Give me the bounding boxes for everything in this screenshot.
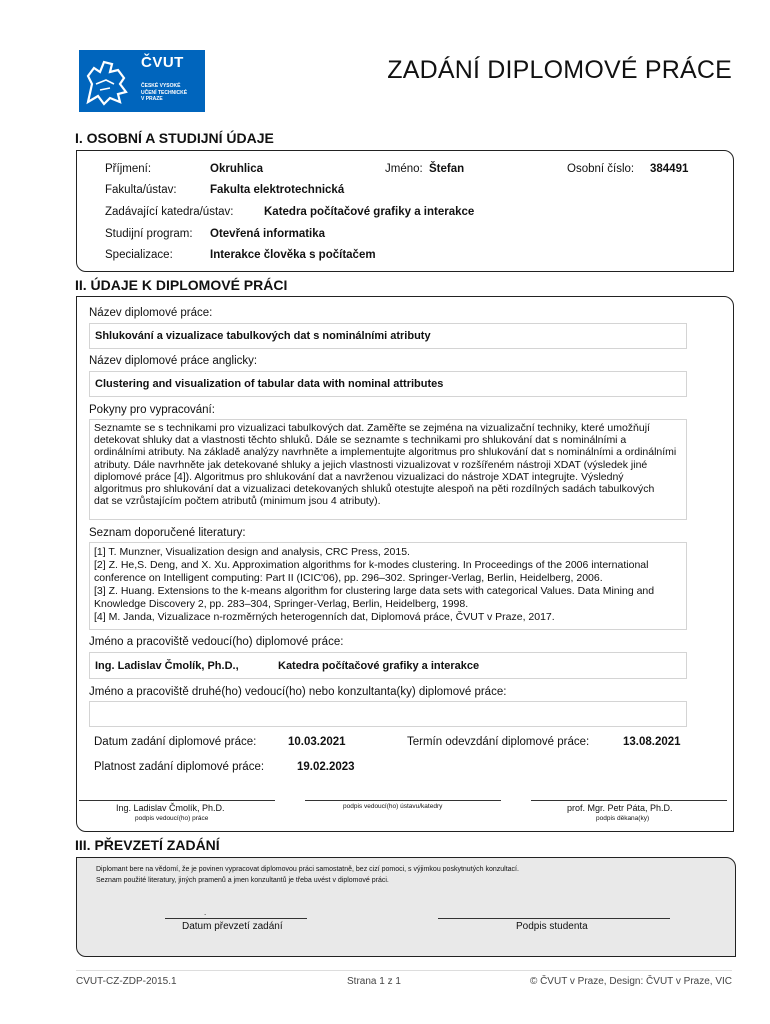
student-signature-line — [438, 918, 670, 919]
sig1-role: podpis vedoucí(ho) práce — [135, 815, 209, 822]
date-received-label: Datum převzetí zadání — [182, 921, 283, 932]
spec-value: Interakce člověka s počítačem — [210, 249, 376, 261]
surname-value: Okruhlica — [210, 163, 264, 175]
validity-label: Platnost zadání diplomové práce: — [94, 761, 265, 773]
title-cz-field — [89, 323, 687, 349]
student-signature-label: Podpis studenta — [516, 921, 588, 932]
spec-label: Specializace: — [105, 249, 173, 261]
footer-page: Strana 1 z 1 — [347, 976, 401, 987]
literature-field — [89, 542, 687, 630]
title-cz-value: Shlukování a vizualizace tabulkových dat s nominálními atributy — [95, 330, 431, 342]
footer-divider — [76, 970, 732, 971]
sig3-name: prof. Mgr. Petr Páta, Ph.D. — [567, 803, 673, 813]
cvut-logo — [79, 50, 205, 112]
literature-text: [1] T. Munzner, Visualization design and analysis, CRC Press, 2015. [2] Z. He,S. Deng, and X. Xu. Approximation algorithms for k-modes clustering. In Proceedings of the 2006 international conference on Intelligent computing: Part II (ICIC'06), pp. 296–302. Springer-Verlag, Berlin, Heidelberg, 2006. [3] Z. Huang. Extensions to the k-means algorithm for clustering large data sets with categorical Values. Data Mining and Knowledge Discovery 2, pp. 283–304, Springer-Verlag, Berlin, Heidelberg, 1998. [4] M. Janda, Vizualizace n-rozměrných heterogenních dat, Diplomová práce, ČVUT v Praze, 2017. — [94, 546, 655, 623]
second-supervisor-field — [89, 701, 687, 727]
title-cz-label: Název diplomové práce: — [89, 307, 213, 319]
id-value: 384491 — [650, 163, 689, 175]
title-en-value: Clustering and visualization of tabular data with nominal attributes — [95, 378, 444, 390]
surname-label: Příjmení: — [105, 163, 152, 175]
sig3-role: podpis děkana(ky) — [596, 815, 650, 822]
signature-line-dean — [531, 800, 727, 801]
deadline-label: Termín odevzdání diplomové práce: — [407, 736, 590, 748]
footer-copyright: © ČVUT v Praze, Design: ČVUT v Praze, VIC — [529, 976, 732, 987]
section3-text1: Diplomant bere na vědomí, že je povinen vypracovat diplomovou práci samostatně, bez cizí pomoci, s výjimkou poskytnutých konzultací. — [96, 866, 519, 873]
supervisor-field — [89, 652, 687, 679]
date-line — [165, 918, 307, 919]
date-dot: . — [204, 908, 207, 917]
logo-subtitle: ČESKÉ VYSOKÉ UČENÍ TECHNICKÉ V PRAZE — [141, 83, 188, 102]
firstname-value: Štefan — [429, 163, 465, 175]
instructions-label: Pokyny pro vypracování: — [89, 404, 215, 416]
title-en-field — [89, 371, 687, 397]
instructions-text: Seznamte se s technikami pro vizualizaci tabulkových dat. Zaměřte se zejména na vizualizační techniky, které umožňují detekovat shluky dat a vlastnosti těchto shluků. Dále se seznamte s technikami pro shlukování dat s nominálními a ordinálními atributy. Na základě analýzy navrhněte a implementujte algoritmus pro shlukování dat s nominálními a ordinálními atributy. Dále navrhněte jak detekované shluky a jejich vlastnosti vizualizovat v rozšířeném nástroji XDAT (výsledek jiné diplomové práce [4]). Algoritmus pro shlukování dat a navrženou vizualizaci do nástroje XDAT integrujte. Výsledný algoritmus pro shlukování dat a vizualizaci detekovaných shluků otestujte alespoň na pěti rozdílných sadách tabulkových dat se vzrůstajícím počtem atributů (minimum jsou 4 atributy). — [94, 422, 677, 508]
date-assign-label: Datum zadání diplomové práce: — [94, 736, 257, 748]
dept-value: Katedra počítačové grafiky a interakce — [264, 206, 475, 218]
id-label: Osobní číslo: — [567, 163, 635, 175]
literature-label: Seznam doporučené literatury: — [89, 527, 246, 539]
document-title: ZADÁNÍ DIPLOMOVÉ PRÁCE — [387, 56, 732, 84]
sig2-role: podpis vedoucí(ho) ústavu/katedry — [343, 803, 443, 810]
deadline-value: 13.08.2021 — [623, 736, 681, 748]
supervisor-label: Jméno a pracoviště vedoucí(ho) diplomové práce: — [89, 636, 344, 648]
faculty-label: Fakulta/ústav: — [105, 184, 177, 196]
program-label: Studijní program: — [105, 228, 193, 240]
section1-heading: I. OSOBNÍ A STUDIJNÍ ÚDAJE — [75, 130, 274, 146]
signature-line-head — [305, 800, 501, 801]
section3-text2: Seznam použité literatury, jiných pramenů a jmen konzultantů je třeba uvést v diplomové práci. — [96, 877, 389, 884]
signature-line-supervisor — [79, 800, 275, 801]
faculty-value: Fakulta elektrotechnická — [210, 184, 345, 196]
supervisor-dept-value: Katedra počítačové grafiky a interakce — [278, 660, 480, 672]
dept-label: Zadávající katedra/ústav: — [105, 206, 234, 218]
program-value: Otevřená informatika — [210, 228, 326, 240]
section3-heading: III. PŘEVZETÍ ZADÁNÍ — [75, 837, 220, 853]
logo-name: ČVUT — [141, 54, 184, 71]
section2-heading: II. ÚDAJE K DIPLOMOVÉ PRÁCI — [75, 277, 288, 293]
supervisor-value: Ing. Ladislav Čmolík, Ph.D., — [95, 660, 239, 672]
firstname-label: Jméno: — [385, 163, 423, 175]
date-assign-value: 10.03.2021 — [288, 736, 346, 748]
title-en-label: Název diplomové práce anglicky: — [89, 355, 258, 367]
footer-code: CVUT-CZ-ZDP-2015.1 — [76, 976, 177, 987]
lion-icon — [82, 54, 132, 108]
second-supervisor-label: Jméno a pracoviště druhé(ho) vedoucí(ho) nebo konzultanta(ky) diplomové práce: — [89, 686, 507, 698]
sig1-name: Ing. Ladislav Čmolík, Ph.D. — [116, 803, 225, 813]
instructions-field — [89, 419, 687, 520]
validity-value: 19.02.2023 — [297, 761, 355, 773]
